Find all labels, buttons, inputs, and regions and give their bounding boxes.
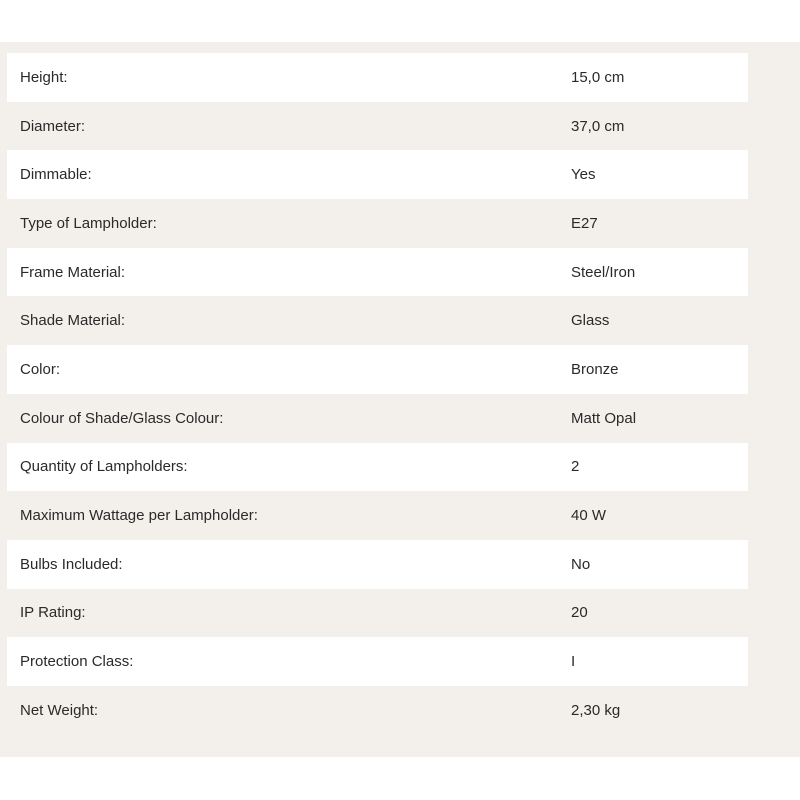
spec-label: Protection Class: <box>20 653 134 671</box>
spec-value: Yes <box>571 166 596 184</box>
spec-label: Maximum Wattage per Lampholder: <box>20 507 258 525</box>
spec-row-color <box>7 345 748 394</box>
spec-label: Shade Material: <box>20 312 126 330</box>
spec-value: 2,30 kg <box>571 701 621 719</box>
spec-value: I <box>571 653 576 671</box>
spec-value: Glass <box>571 312 610 330</box>
spec-row-shade-colour <box>7 394 748 443</box>
spec-row-lampholder-quantity <box>7 443 748 492</box>
spec-label: Frame Material: <box>20 263 126 281</box>
spec-value: Steel/Iron <box>571 263 636 281</box>
spec-row-protection-class <box>7 637 748 686</box>
spec-value: 15,0 cm <box>571 68 625 86</box>
spec-value: Bronze <box>571 360 619 378</box>
spec-row-shade-material <box>7 296 748 345</box>
spec-value: 37,0 cm <box>571 117 625 135</box>
spec-value: E27 <box>571 214 598 232</box>
spec-value: 2 <box>571 458 580 476</box>
spec-label: Height: <box>20 68 68 86</box>
spec-label: Dimmable: <box>20 166 92 184</box>
spec-label: Colour of Shade/Glass Colour: <box>20 409 224 427</box>
specifications-panel <box>0 42 800 757</box>
spec-row-bulbs-included <box>7 540 748 589</box>
spec-row-lampholder-type <box>7 199 748 248</box>
spec-value: No <box>571 555 591 573</box>
spec-label: Type of Lampholder: <box>20 214 157 232</box>
spec-value: 20 <box>571 604 588 622</box>
spec-row-frame-material <box>7 248 748 297</box>
spec-label: Bulbs Included: <box>20 555 123 573</box>
spec-value: 40 W <box>571 507 607 525</box>
spec-row-height <box>7 53 748 102</box>
spec-row-net-weight <box>7 686 748 735</box>
spec-label: Net Weight: <box>20 701 99 719</box>
spec-value: Matt Opal <box>571 409 637 427</box>
spec-row-ip-rating <box>7 589 748 638</box>
spec-label: Color: <box>20 360 61 378</box>
spec-row-max-wattage <box>7 491 748 540</box>
spec-label: IP Rating: <box>20 604 86 622</box>
specifications-table <box>7 53 748 735</box>
spec-label: Quantity of Lampholders: <box>20 458 188 476</box>
spec-row-diameter <box>7 102 748 151</box>
spec-row-dimmable <box>7 150 748 199</box>
spec-label: Diameter: <box>20 117 86 135</box>
